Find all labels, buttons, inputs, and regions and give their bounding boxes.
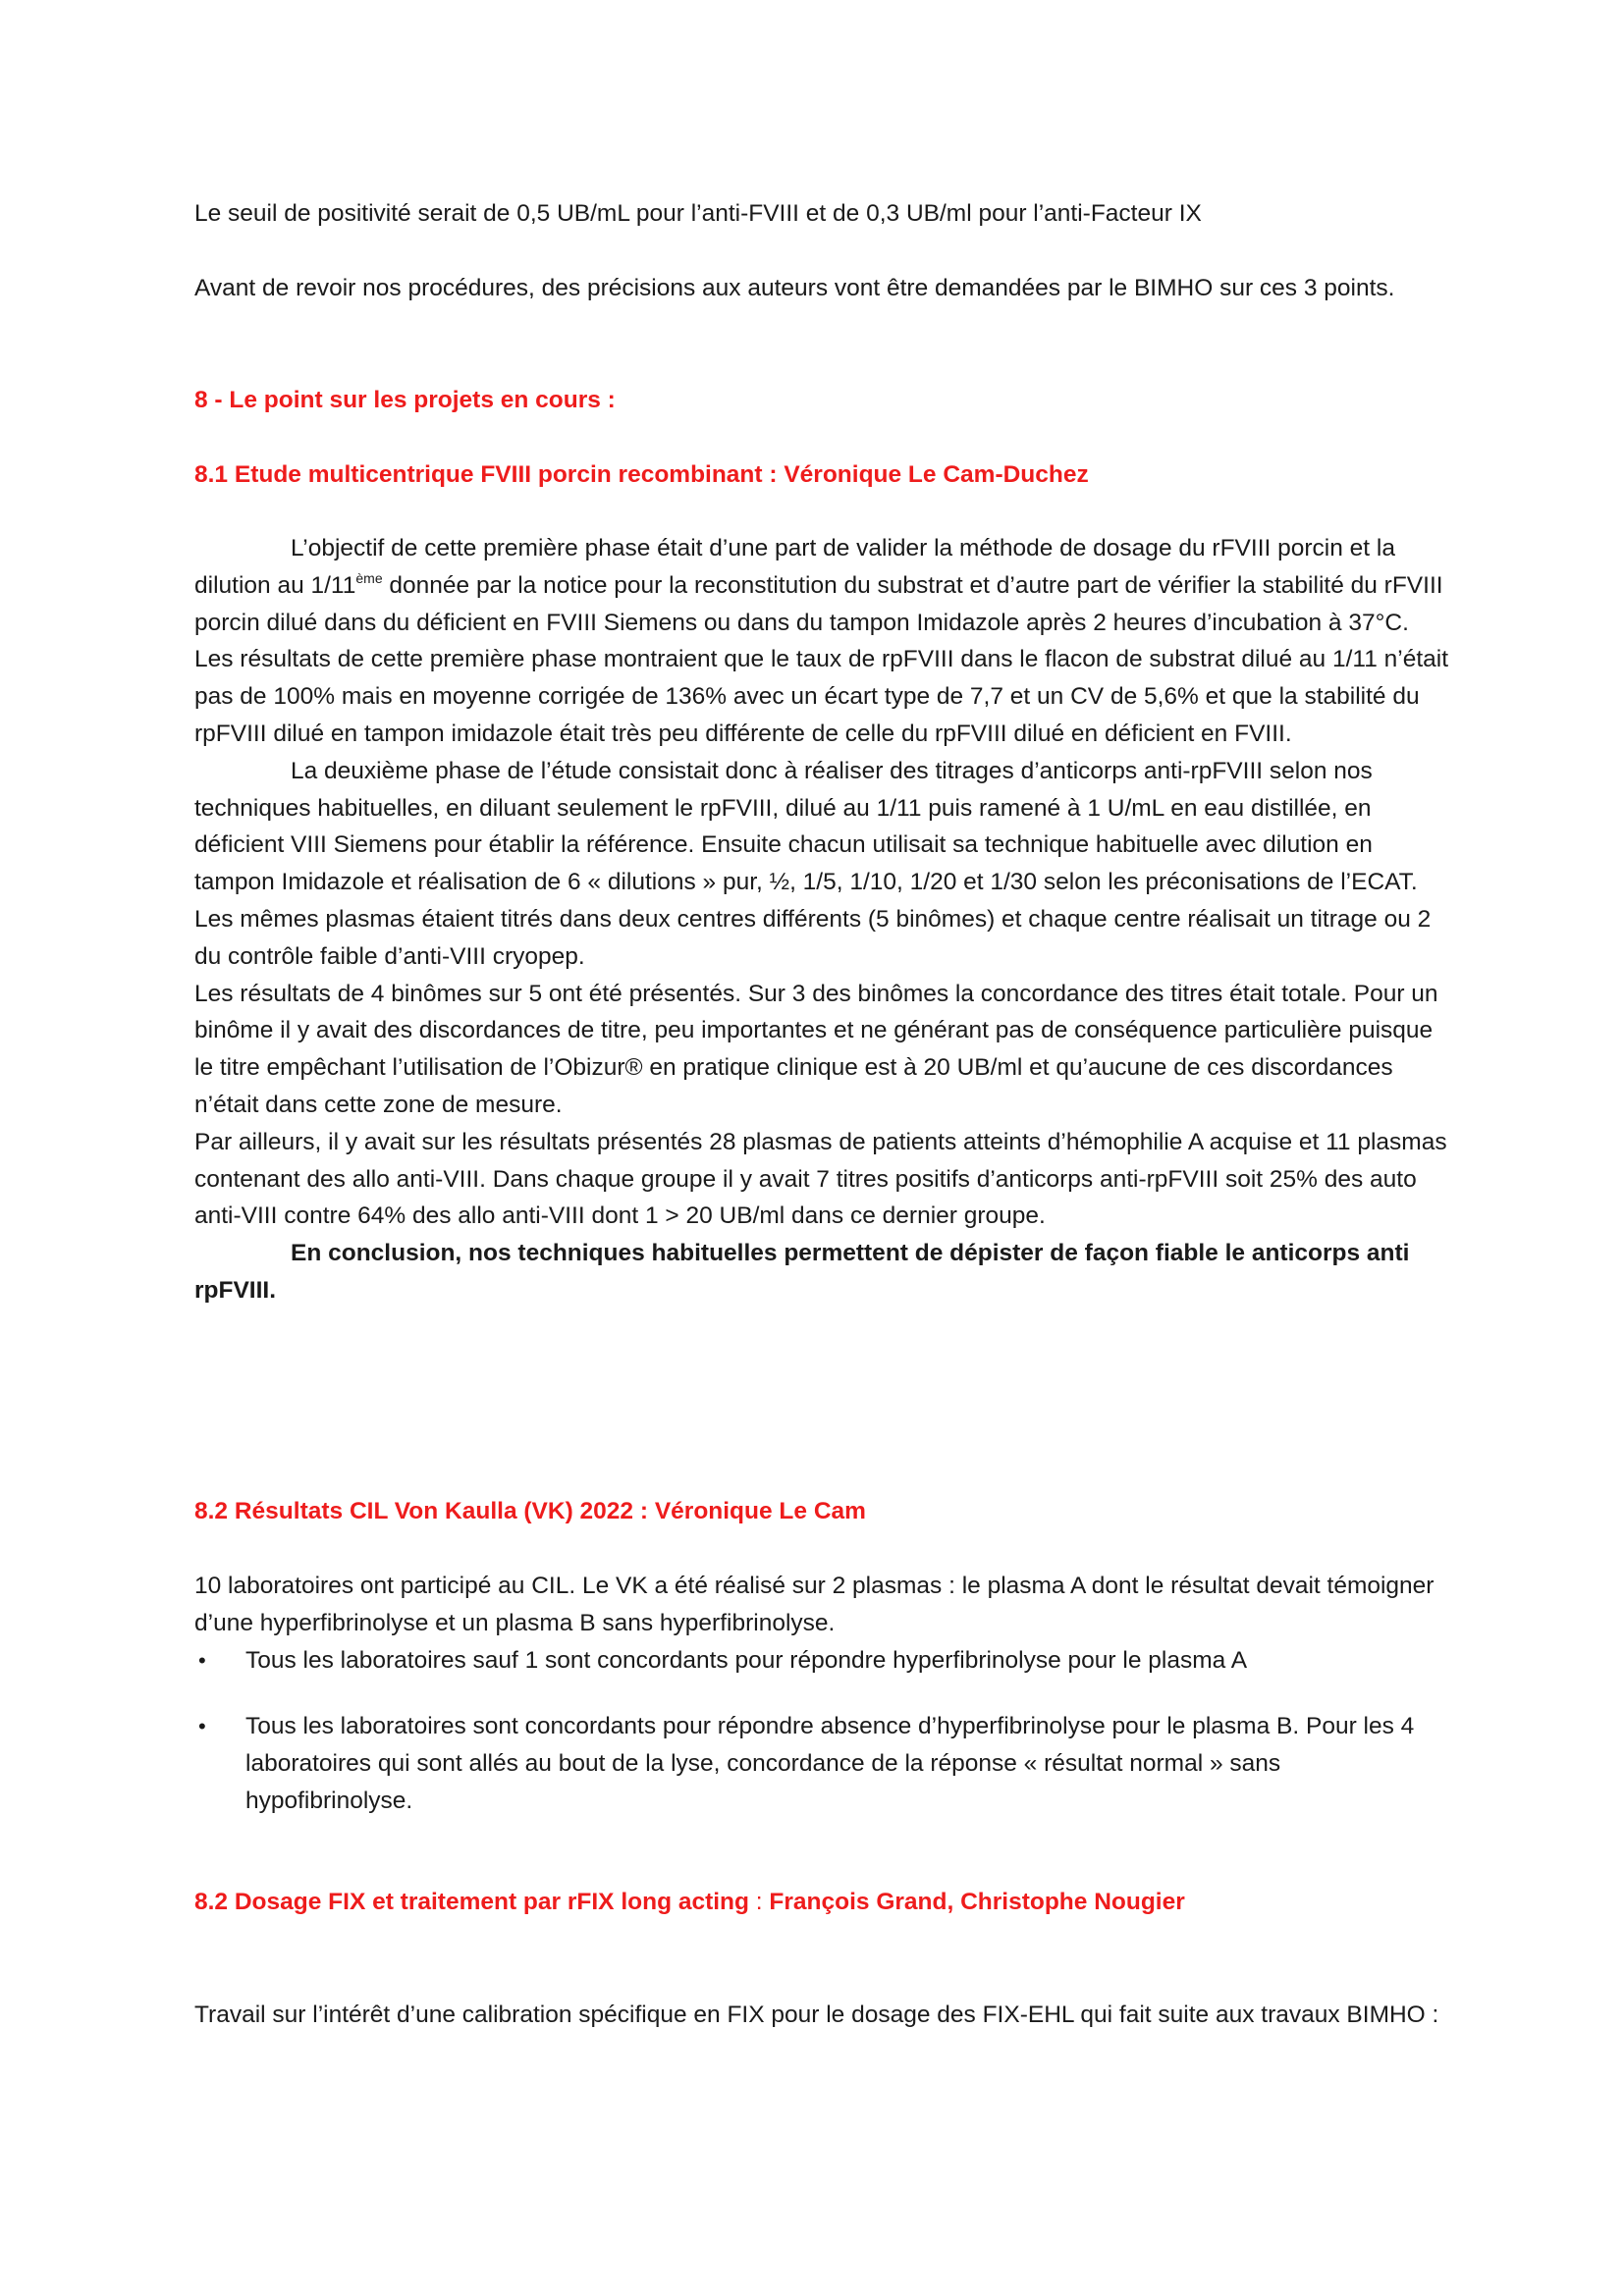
threshold-paragraph: Le seuil de positivité serait de 0,5 UB/mL pour l’anti-FVIII et de 0,3 UB/ml pour l’anti-Facteur IX xyxy=(194,200,1202,227)
fix-ehl-paragraph: Travail sur l’intérêt d’une calibration spécifique en FIX pour le dosage des FIX-EHL qui fait suite aux travaux BIMHO : xyxy=(194,2002,1439,2028)
acquired-hemophilia-paragraph: Par ailleurs, il y avait sur les résultats présentés 28 plasmas de patients atteints d’hémophilie A acquise et 11 plasmas contenant des allo anti-VIII. Dans chaque groupe il y avait 7 titres positifs d’anticorps anti-rpFVIII soit 25% des auto anti-VIII contre 64% des allo anti-VIII dont 1 > 20 UB/ml dans ce dernier groupe. xyxy=(194,1128,1447,1230)
section-8-2-fix-heading: 8.2 Dosage FIX et traitement par rFIX long acting : François Grand, Christophe Nougier xyxy=(194,1889,1185,1915)
review-paragraph: Avant de revoir nos procédures, des précisions aux auteurs vont être demandées par le BIMHO sur ces 3 points. xyxy=(194,275,1395,301)
plasma-titration-paragraph: Les mêmes plasmas étaient titrés dans deux centres différents (5 binômes) et chaque centre réalisait un titrage ou 2 du contrôle faible d’anti-VIII cryopep. xyxy=(194,905,1432,970)
bullet-item xyxy=(194,1642,1451,1680)
section-8-heading: 8 - Le point sur les projets en cours : xyxy=(194,387,616,413)
objective-paragraph: L’objectif de cette première phase était d’une part de valider la méthode de dosage du rFVIII porcin et la dilution au 1/11ème donnée par la notice pour la reconstitution du substrat et d’autre part de vérifier la stabilité du rFVIII porcin dilué dans du déficient en FVIII Siemens ou dans du tampon Imidazole après 2 heures d’incubation à 37°C. xyxy=(194,535,1443,636)
bullet-text: Tous les laboratoires sauf 1 sont concordants pour répondre hyperfibrinolyse pour le plasma A xyxy=(245,1646,1248,1674)
conclusion-paragraph: En conclusion, nos techniques habituelles permettent de dépister de façon fiable le anticorps anti rpFVIII. xyxy=(194,1240,1410,1304)
bullet-text: Tous les laboratoires sont concordants pour répondre absence d’hyperfibrinolyse pour le plasma B. Pour les 4 laboratoires qui sont allés au bout de la lyse, concordance de la réponse « résultat normal » sans hypofibrinolyse. xyxy=(245,1713,1415,1814)
bullet-icon: • xyxy=(198,1714,206,1739)
binome-results-paragraph: Les résultats de 4 binômes sur 5 ont été présentés. Sur 3 des binômes la concordance des titres était totale. Pour un binôme il y avait des discordances de titre, peu importantes et ne générant pas de conséquence particulière puisque le titre empêchant l’utilisation de l’Obizur® en pratique clinique est à 20 UB/ml et qu’aucune de ces discordances n’était dans cette zone de mesure. xyxy=(194,980,1438,1118)
first-phase-results-paragraph: Les résultats de cette première phase montraient que le taux de rpFVIII dans le flacon de substrat dilué au 1/11 n’était pas de 100% mais en moyenne corrigée de 136% avec un écart type de 7,7 et un CV de 5,6% et que la stabilité du rpFVIII dilué en tampon imidazole était très peu différente de celle du rpFVIII dilué en déficient en FVIII. xyxy=(194,646,1449,747)
section-8-2-vk-heading: 8.2 Résultats CIL Von Kaulla (VK) 2022 : Véronique Le Cam xyxy=(194,1498,866,1524)
section-8-1-heading: 8.1 Etude multicentrique FVIII porcin recombinant : Véronique Le Cam-Duchez xyxy=(194,461,1089,488)
cil-intro-paragraph: 10 laboratoires ont participé au CIL. Le VK a été réalisé sur 2 plasmas : le plasma A dont le résultat devait témoigner d’une hyperfibrinolyse et un plasma B sans hyperfibrinolyse. xyxy=(194,1573,1435,1636)
second-phase-paragraph: La deuxième phase de l’étude consistait donc à réaliser des titrages d’anticorps anti-rpFVIII selon nos techniques habituelles, en diluant seulement le rpFVIII, dilué au 1/11 puis ramené à 1 U/mL en eau distillée, en déficient VIII Siemens pour établir la référence. Ensuite chacun utilisait sa technique habituelle avec dilution en tampon Imidazole et réalisation de 6 « dilutions » pur, ½, 1/5, 1/10, 1/20 et 1/30 selon les préconisations de l’ECAT. xyxy=(194,757,1418,896)
section-8-2-vk-body xyxy=(194,1568,1451,1820)
bullet-icon: • xyxy=(198,1647,206,1673)
bullet-item xyxy=(194,1708,1451,1819)
section-8-1-body xyxy=(194,530,1451,1309)
